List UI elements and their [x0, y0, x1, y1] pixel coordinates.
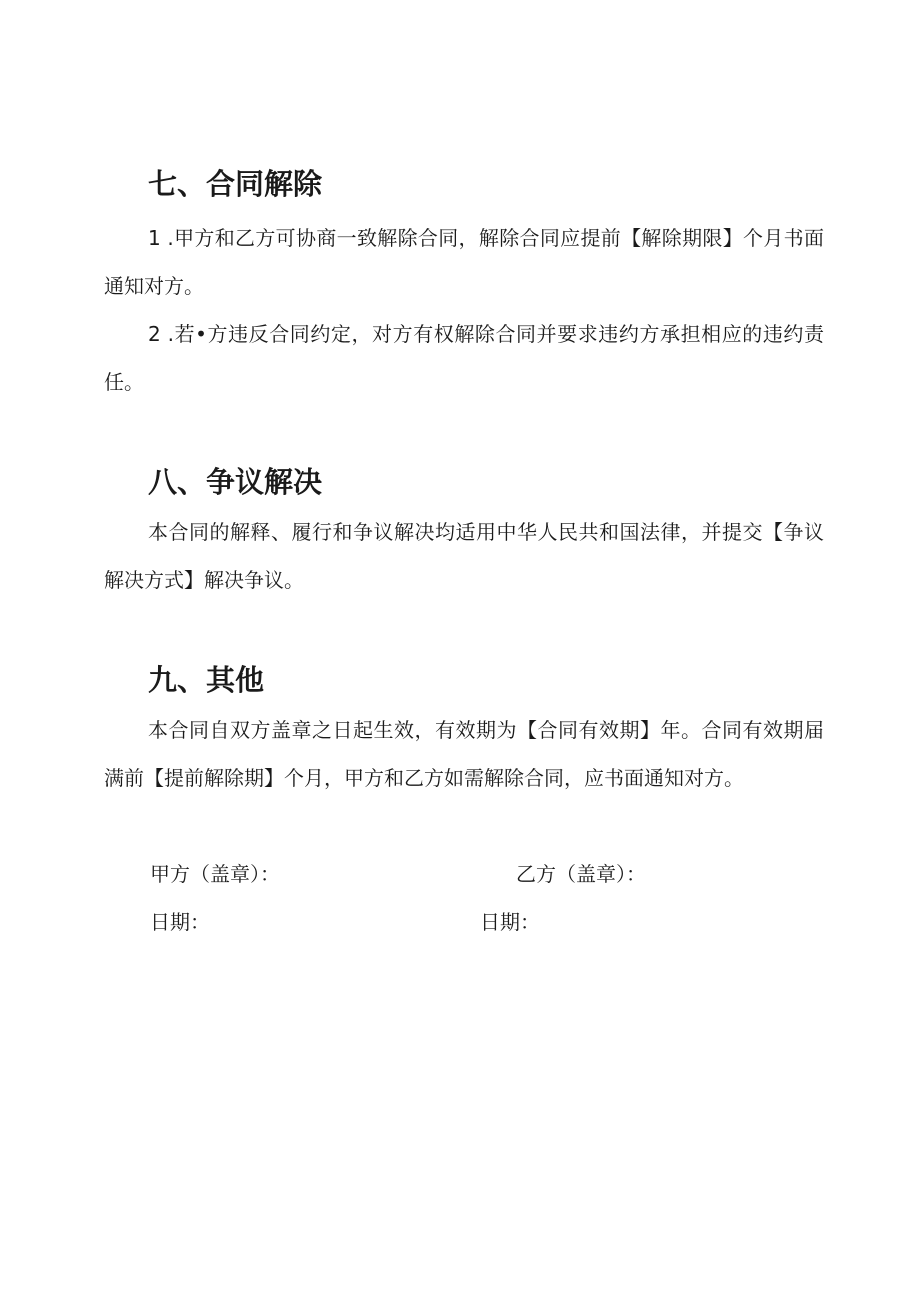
section-9-paragraph: 本合同自双方盖章之日起生效，有效期为【合同有效期】年。合同有效期届满前【提前解除期】个月，甲方和乙方如需解除合同，应书面通知对方。 — [104, 718, 824, 790]
section-8-title: 八、争议解决 — [148, 465, 323, 499]
party-b-date-label: 日期： — [480, 910, 540, 934]
section-7-clause-2: 2 .若•方违反合同约定，对方有权解除合同并要求违约方承担相应的违约责任。 — [104, 322, 824, 394]
section-9-title: 九、其他 — [148, 663, 265, 697]
section-7-clause-1: 1 .甲方和乙方可协商一致解除合同，解除合同应提前【解除期限】个月书面通知对方。 — [104, 226, 824, 298]
party-a-date-label: 日期： — [150, 910, 210, 934]
party-a-seal-label: 甲方（盖章）： — [150, 862, 280, 886]
section-8-paragraph: 本合同的解释、履行和争议解决均适用中华人民共和国法律，并提交【争议解决方式】解决争议。 — [104, 520, 824, 592]
section-7-title: 七、合同解除 — [148, 167, 323, 201]
party-b-seal-label: 乙方（盖章）： — [516, 862, 646, 886]
